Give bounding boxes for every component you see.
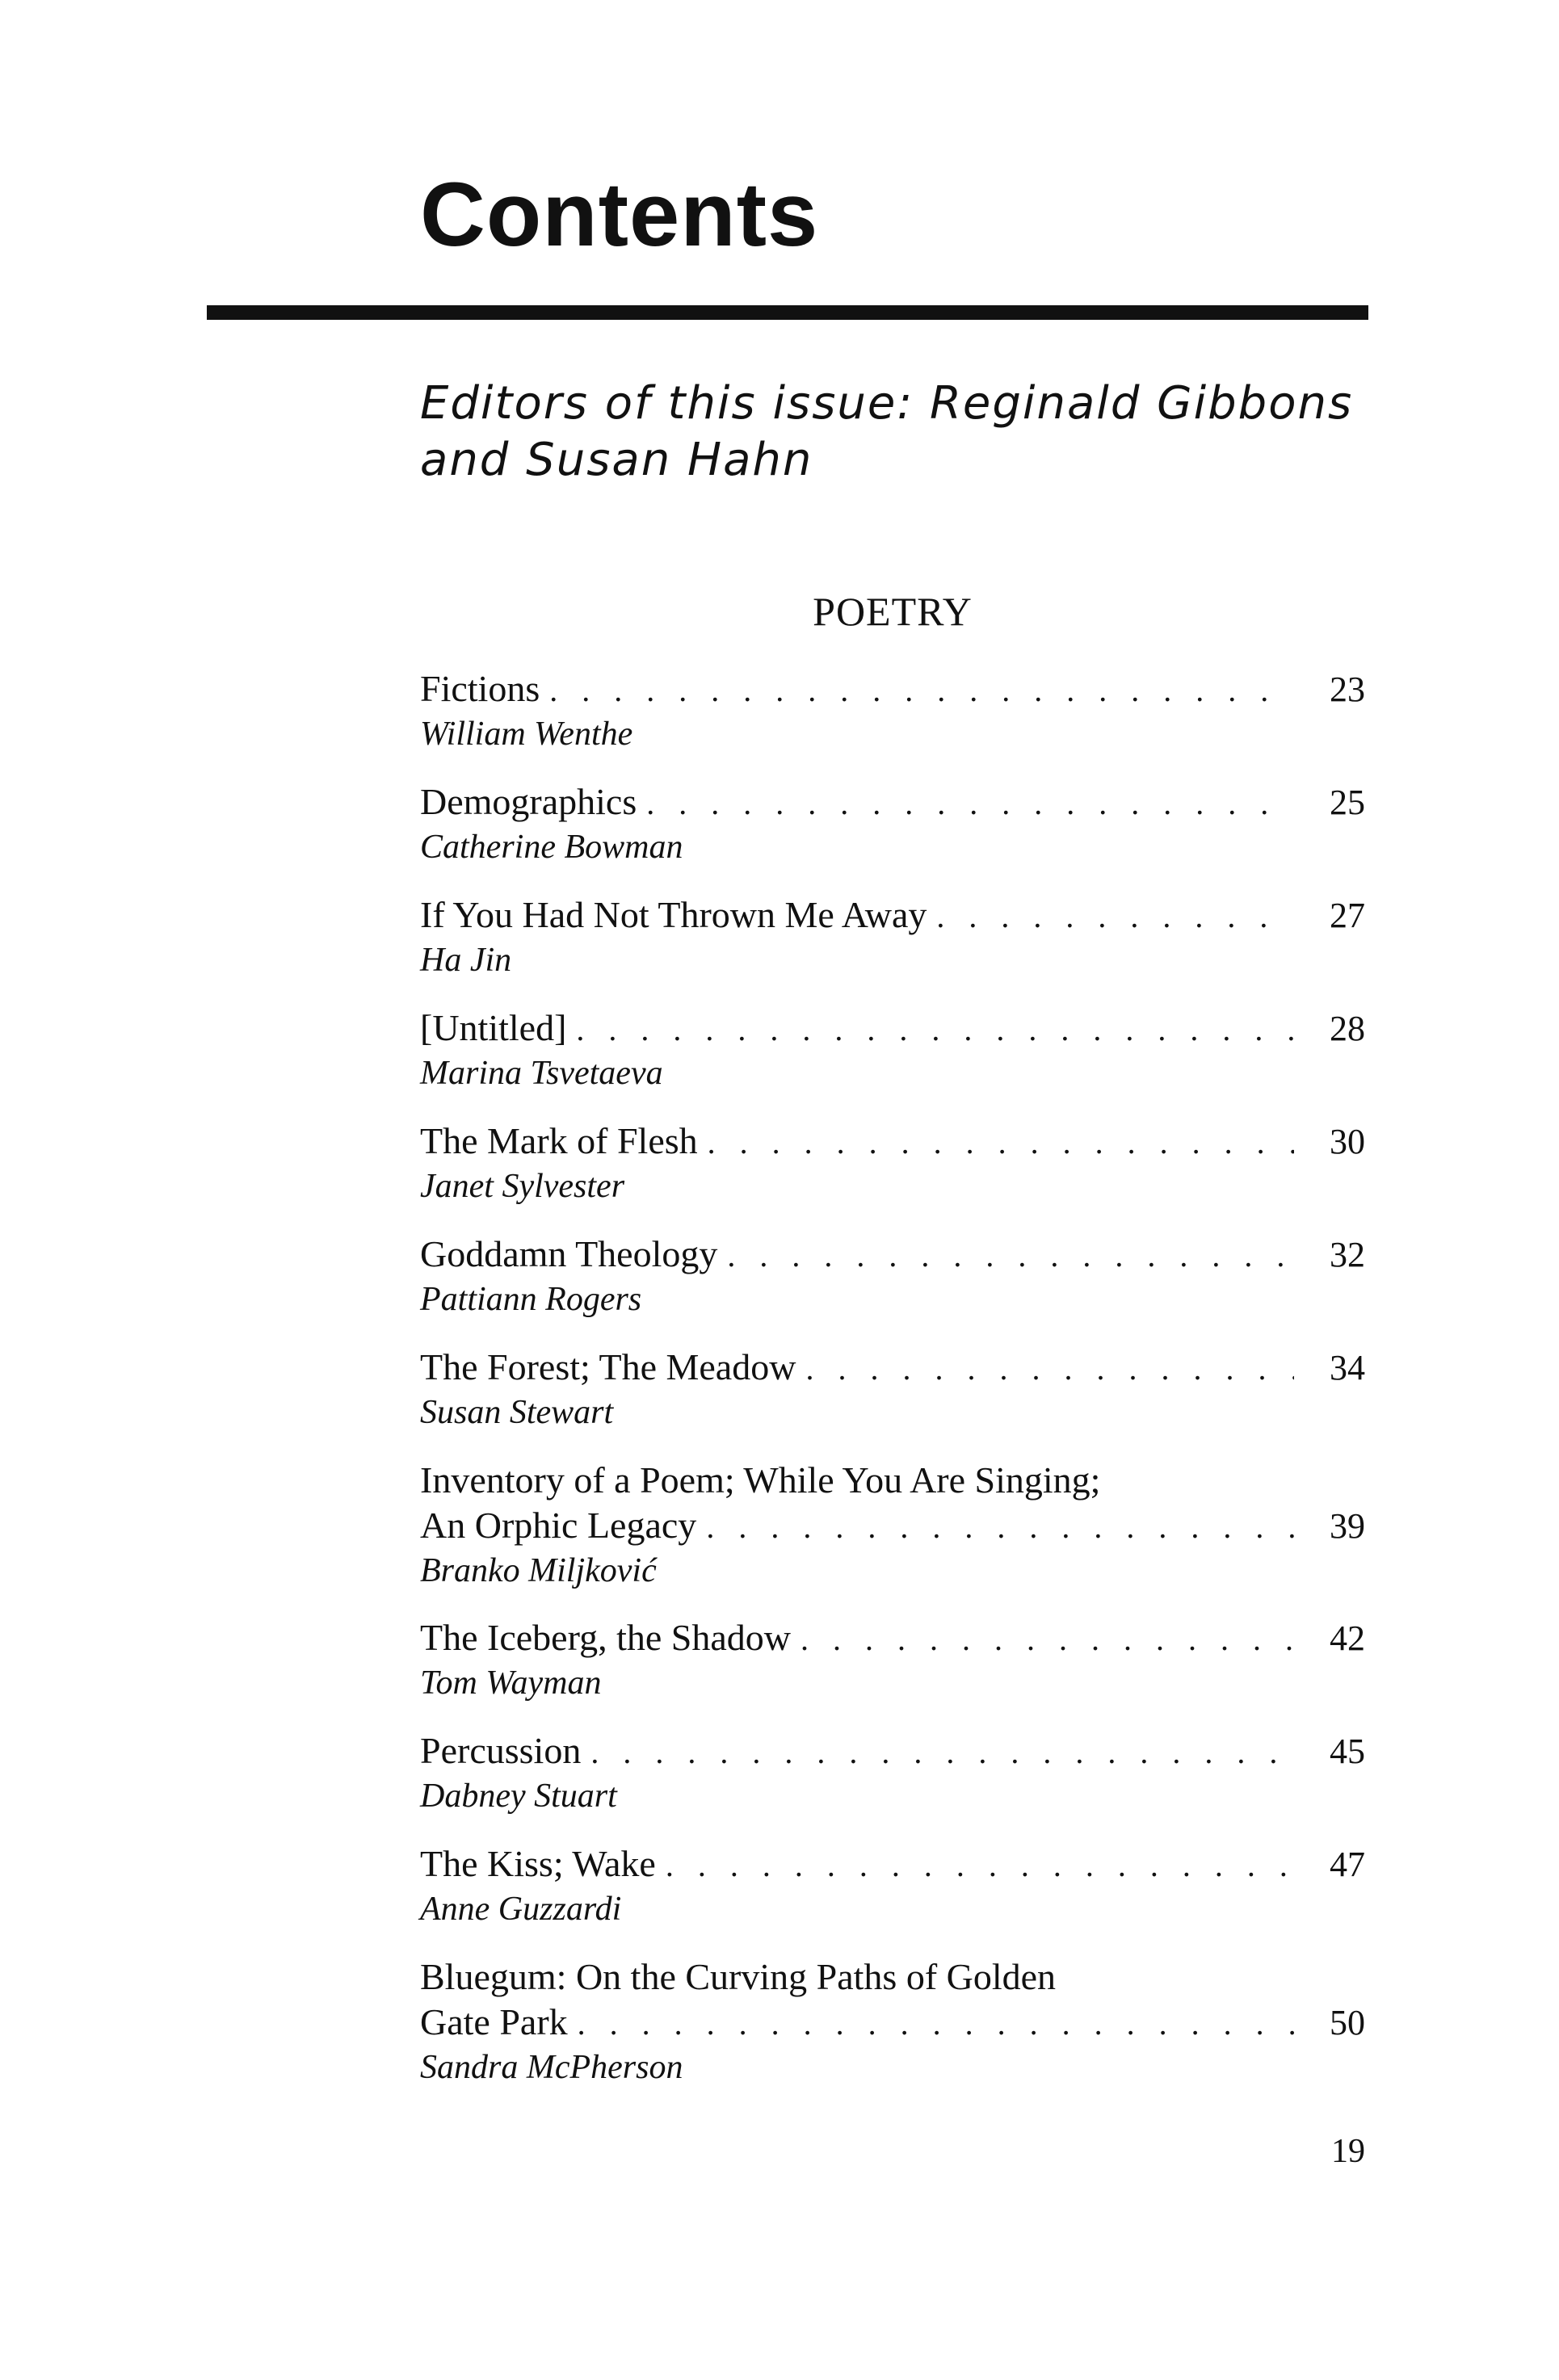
toc-entry <box>420 1005 1365 1094</box>
entry-page-number: 34 <box>1330 1348 1365 1387</box>
entry-title: [Untitled] <box>420 1007 567 1048</box>
entry-author: Marina Tsvetaeva <box>420 1055 663 1092</box>
entry-page-number: 23 <box>1330 670 1365 709</box>
entry-title: The Iceberg, the Shadow <box>420 1617 791 1658</box>
entry-title-row <box>420 779 1365 826</box>
toc-entry <box>420 892 1365 981</box>
entry-author: Catherine Bowman <box>420 829 683 866</box>
entry-page-number: 39 <box>1330 1506 1365 1546</box>
toc-entry <box>420 1954 1365 2088</box>
entry-author: Ha Jin <box>420 942 512 979</box>
entry-title-row <box>420 1345 1365 1391</box>
entry-title: Gate Park <box>420 2001 568 2042</box>
entry-author: Susan Stewart <box>420 1394 614 1431</box>
dot-leader <box>936 894 1294 939</box>
entry-title: Fictions <box>420 668 540 709</box>
entry-author: Pattiann Rogers <box>420 1281 642 1318</box>
entry-page-number: 25 <box>1330 783 1365 822</box>
editors-line: Editors of this issue: Reginald Gibbons <box>420 377 1354 430</box>
dot-leader <box>708 1120 1294 1165</box>
entry-title-row <box>420 1119 1365 1165</box>
entry-page-number: 42 <box>1330 1618 1365 1658</box>
entry-author: Sandra McPherson <box>420 2049 683 2086</box>
entry-author: Branko Miljković <box>420 1552 657 1589</box>
entry-title: Goddamn Theology <box>420 1233 718 1274</box>
entry-title-row <box>420 666 1365 713</box>
editors-line: and Susan Hahn <box>420 434 813 486</box>
entry-title: Demographics <box>420 781 637 822</box>
entry-title: The Forest; The Meadow <box>420 1346 796 1387</box>
entry-author: Janet Sylvester <box>420 1168 625 1205</box>
dot-leader <box>805 1346 1294 1391</box>
toc-entry <box>420 1232 1365 1320</box>
entry-title: Percussion <box>420 1730 582 1771</box>
entry-title: The Mark of Flesh <box>420 1120 698 1161</box>
entry-page-number: 28 <box>1330 1009 1365 1048</box>
dot-leader <box>576 1007 1294 1052</box>
dot-leader <box>578 2001 1294 2046</box>
title-rule <box>207 305 1368 320</box>
entry-page-number: 45 <box>1330 1731 1365 1771</box>
toc-entry <box>420 666 1365 755</box>
dot-leader <box>549 668 1294 713</box>
entry-title: An Orphic Legacy <box>420 1505 697 1546</box>
toc-entry <box>420 1119 1365 1207</box>
entry-title-row <box>420 1615 1365 1662</box>
entry-title-row <box>420 1503 1365 1550</box>
entry-title-line: Bluegum: On the Curving Paths of Golden <box>420 1956 1057 1997</box>
dot-leader <box>727 1233 1294 1278</box>
entry-page-number: 47 <box>1330 1845 1365 1884</box>
entry-title-row <box>420 1005 1365 1052</box>
entry-title: If You Had Not Thrown Me Away <box>420 894 927 935</box>
entry-title-line: Inventory of a Poem; While You Are Singing; <box>420 1459 1101 1501</box>
toc-entry <box>420 1841 1365 1930</box>
page-title: Contents <box>420 164 819 265</box>
toc-entry <box>420 1728 1365 1817</box>
entry-page-number: 27 <box>1330 896 1365 935</box>
entry-author: William Wenthe <box>420 716 633 753</box>
entry-author: Dabney Stuart <box>420 1778 617 1815</box>
entry-title-row <box>420 1841 1365 1888</box>
toc-entry <box>420 1458 1365 1592</box>
dot-leader <box>590 1730 1294 1775</box>
entry-title-row <box>420 2000 1365 2046</box>
dot-leader <box>706 1505 1294 1550</box>
entry-title-row <box>420 892 1365 939</box>
toc-entry <box>420 1615 1365 1704</box>
entry-page-number: 50 <box>1330 2003 1365 2042</box>
dot-leader <box>801 1617 1294 1662</box>
dot-leader <box>666 1843 1294 1888</box>
section-heading-poetry: POETRY <box>813 589 973 634</box>
toc-entry <box>420 779 1365 868</box>
page-number: 19 <box>1331 2133 1365 2170</box>
entry-title-row <box>420 1232 1365 1278</box>
dot-leader <box>646 781 1294 826</box>
entry-title-row <box>420 1728 1365 1775</box>
toc-entry <box>420 1345 1365 1433</box>
entry-page-number: 30 <box>1330 1122 1365 1161</box>
entry-author: Anne Guzzardi <box>420 1891 622 1928</box>
entry-page-number: 32 <box>1330 1235 1365 1274</box>
entry-author: Tom Wayman <box>420 1664 602 1702</box>
editors-credit <box>420 376 1373 489</box>
entry-title: The Kiss; Wake <box>420 1843 656 1884</box>
